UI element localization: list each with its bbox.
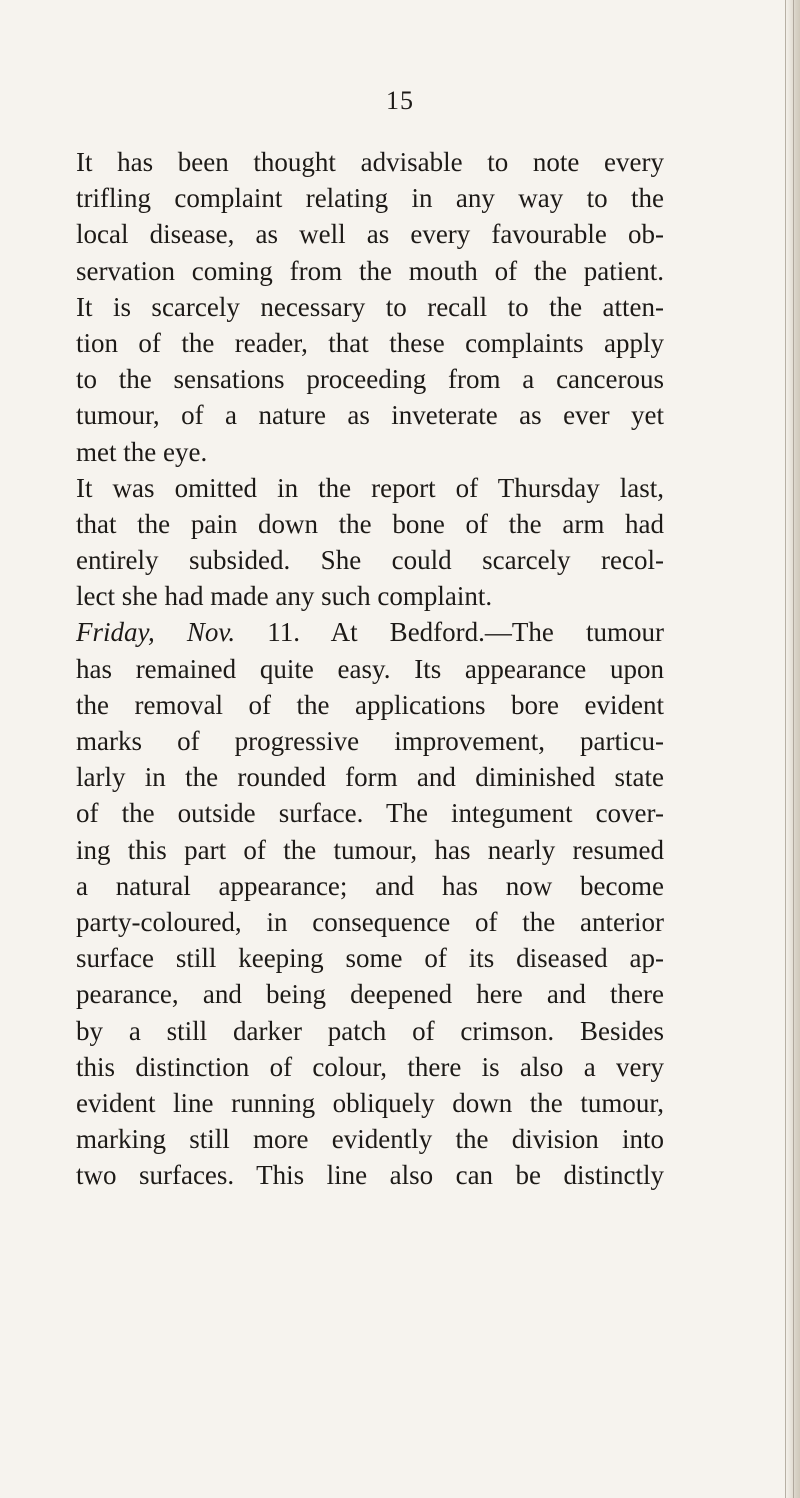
text-line: trifling complaint relating in any way to the [76, 183, 664, 214]
text-line: by a still darker patch of crimson. Besides [76, 1015, 664, 1046]
text-line: local disease, as well as every favourable ob- [76, 219, 664, 250]
text-line: It has been thought advisable to note every [76, 147, 664, 177]
text-line: of the outside surface. The integument cover- [76, 798, 664, 829]
body-text [76, 144, 664, 1193]
text-line: tion of the reader, that these complaints apply [76, 327, 664, 358]
text-line: two surfaces. This line also can be distinctly [76, 1160, 664, 1191]
page-edge-line [793, 0, 794, 1498]
text-line: larly in the rounded form and diminished state [76, 762, 664, 793]
text-line: to the sensations proceeding from a cancerous [76, 364, 664, 395]
text-line: has remained quite easy. Its appearance upon [76, 653, 664, 684]
text-line: evident line running obliquely down the tumour, [76, 1087, 664, 1118]
text-line-dated [76, 614, 664, 650]
text-line: surface still keeping some of its diseased ap- [76, 943, 664, 974]
text-line: lect she had made any such complaint. [76, 581, 493, 612]
text-line: party-coloured, in consequence of the anterior [76, 906, 664, 937]
text-line: marks of progressive improvement, particu- [76, 726, 664, 756]
text-line: that the pain down the bone of the arm had [76, 508, 664, 539]
text-line: ing this part of the tumour, has nearly resumed [76, 834, 664, 865]
date-day: Friday, [76, 617, 155, 648]
text-line: pearance, and being deepened here and there [76, 979, 664, 1010]
text-line: It was omitted in the report of Thursday last, [76, 472, 664, 503]
date-month: Nov. [186, 617, 236, 648]
text-line: entirely subsided. She could scarcely recol- [76, 545, 664, 576]
text-line: this distinction of colour, there is also a very [76, 1051, 664, 1082]
text-line: marking still more evidently the division into [76, 1124, 664, 1155]
text-line: tumour, of a nature as inveterate as ever yet [76, 400, 664, 431]
text-line: the removal of the applications bore evident [76, 689, 664, 720]
page-number: 15 [386, 86, 414, 115]
text-line: servation coming from the mouth of the patient. [76, 255, 664, 286]
date-rest: 11. At Bedford.—The tumour [235, 617, 664, 648]
text-line: a natural appearance; and has now become [76, 870, 664, 901]
text-line: It is scarcely necessary to recall to the atten- [76, 291, 664, 322]
text-line: met the eye. [76, 436, 208, 467]
